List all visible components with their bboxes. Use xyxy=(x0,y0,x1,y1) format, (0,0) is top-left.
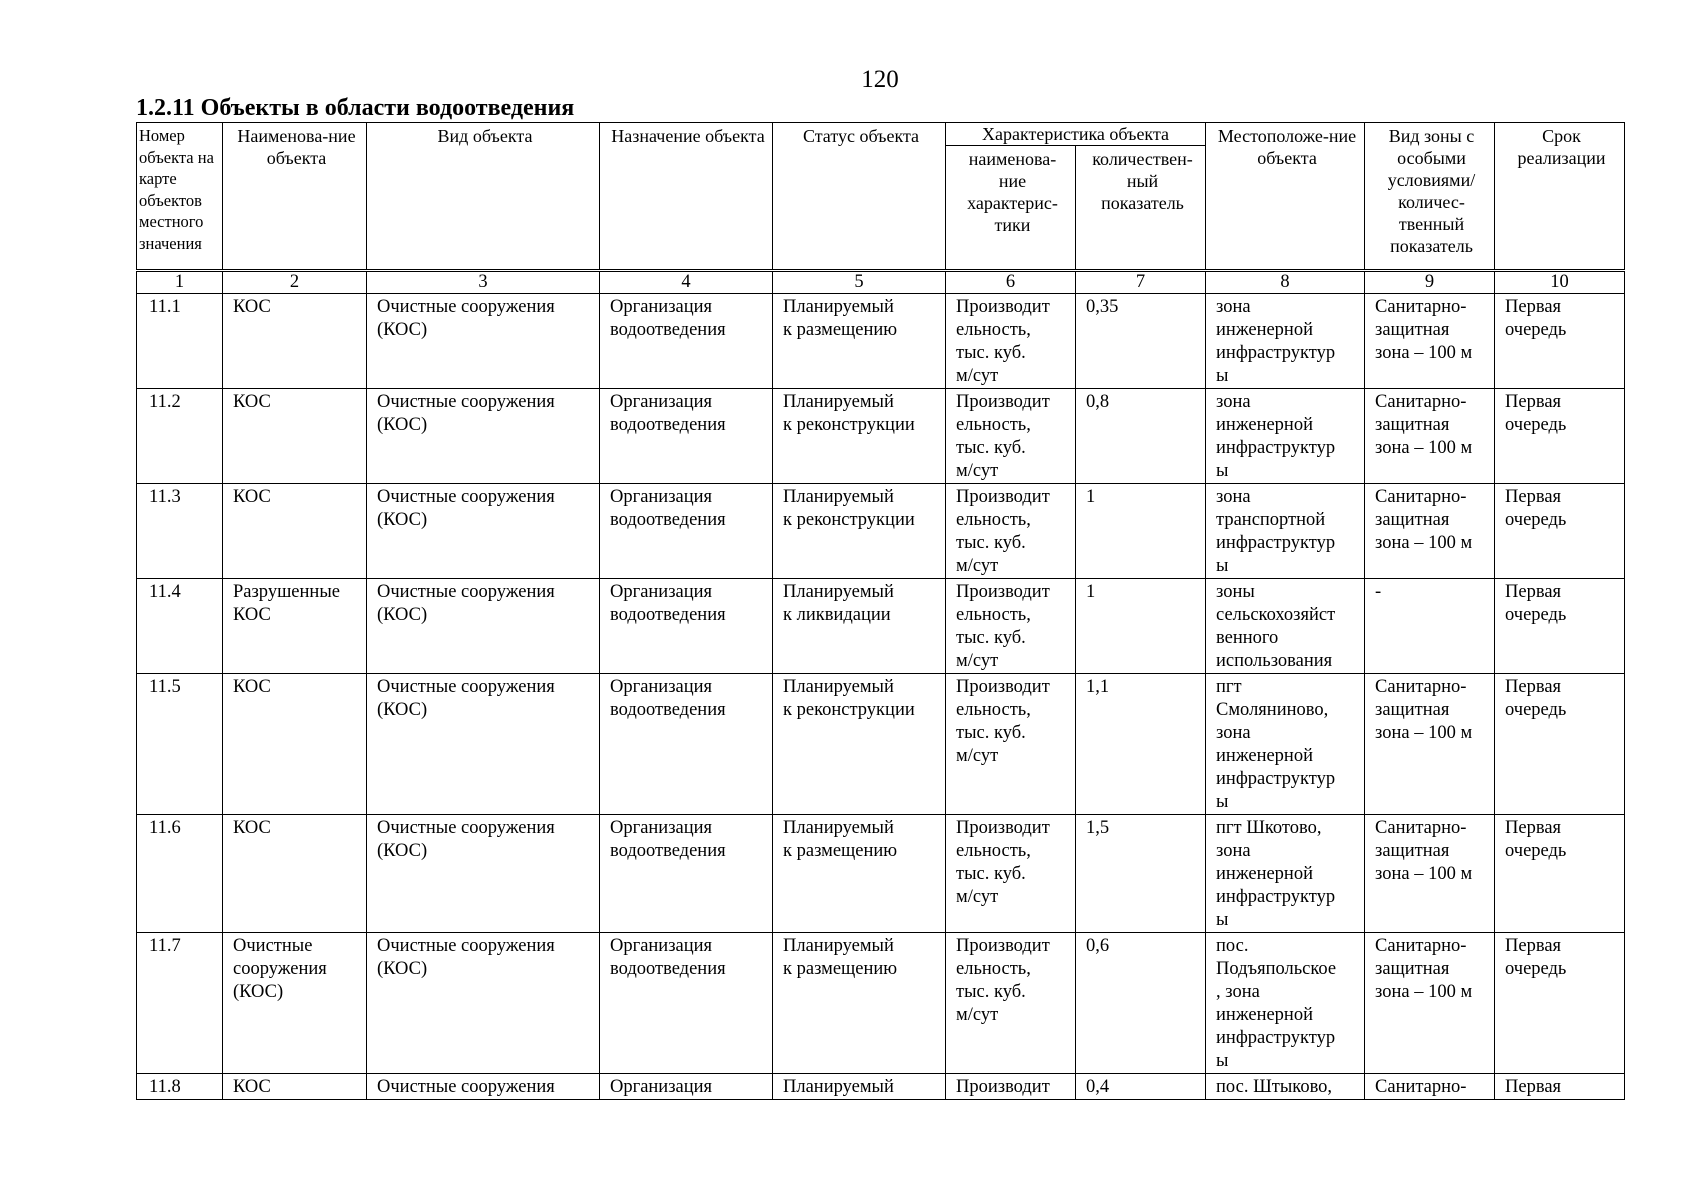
cell-object-type: Очистные сооружения (КОС) xyxy=(367,933,600,1074)
column-number: 10 xyxy=(1495,271,1625,294)
cell-object-location: пгт Шкотово, зона инженерной инфраструктур ы xyxy=(1206,815,1365,933)
cell-object-status: Планируемый к реконструкции xyxy=(773,674,946,815)
cell-characteristic-value: 1,1 xyxy=(1076,674,1206,815)
column-number: 8 xyxy=(1206,271,1365,294)
header-object-location: Местоположе-ние объекта xyxy=(1206,123,1365,271)
cell-special-zone: Санитарно- защитная зона – 100 м xyxy=(1365,484,1495,579)
cell-object-purpose: Организация водоотведения xyxy=(600,484,773,579)
cell-characteristic-name: Производит ельность, тыс. куб. м/сут xyxy=(946,579,1076,674)
cell-object-type: Очистные сооружения (КОС) xyxy=(367,674,600,815)
header-object-number: Номер объекта на карте объектов местного значения xyxy=(137,123,223,271)
cell-object-type: Очистные сооружения (КОС) xyxy=(367,294,600,389)
cell-special-zone: - xyxy=(1365,579,1495,674)
cell-object-status: Планируемый xyxy=(773,1074,946,1100)
cell-object-type: Очистные сооружения (КОС) xyxy=(367,579,600,674)
header-characteristic-name: наименова-ние характерис-тики xyxy=(946,146,1076,271)
cell-special-zone: Санитарно- xyxy=(1365,1074,1495,1100)
cell-object-status: Планируемый к реконструкции xyxy=(773,484,946,579)
cell-object-location: зона инженерной инфраструктур ы xyxy=(1206,389,1365,484)
cell-object-location: зона инженерной инфраструктур ы xyxy=(1206,294,1365,389)
column-number: 5 xyxy=(773,271,946,294)
column-number: 9 xyxy=(1365,271,1495,294)
table-row xyxy=(137,484,1625,579)
cell-object-number: 11.1 xyxy=(137,294,223,389)
cell-characteristic-value: 1,5 xyxy=(1076,815,1206,933)
cell-implementation-term: Первая очередь xyxy=(1495,674,1625,815)
cell-object-number: 11.5 xyxy=(137,674,223,815)
page-number: 120 xyxy=(861,66,899,93)
cell-implementation-term: Первая xyxy=(1495,1074,1625,1100)
table-row xyxy=(137,294,1625,389)
cell-special-zone: Санитарно- защитная зона – 100 м xyxy=(1365,294,1495,389)
cell-object-type: Очистные сооружения (КОС) xyxy=(367,815,600,933)
cell-object-purpose: Организация водоотведения xyxy=(600,579,773,674)
column-number: 4 xyxy=(600,271,773,294)
header-object-name: Наименова-ние объекта xyxy=(223,123,367,271)
cell-special-zone: Санитарно- защитная зона – 100 м xyxy=(1365,674,1495,815)
cell-special-zone: Санитарно- защитная зона – 100 м xyxy=(1365,389,1495,484)
header-object-type: Вид объекта xyxy=(367,123,600,271)
table-row xyxy=(137,674,1625,815)
cell-object-status: Планируемый к реконструкции xyxy=(773,389,946,484)
cell-object-location: пос. Подъяпольское , зона инженерной инфраструктур ы xyxy=(1206,933,1365,1074)
header-characteristic-value: количествен-ный показатель xyxy=(1076,146,1206,271)
cell-implementation-term: Первая очередь xyxy=(1495,389,1625,484)
cell-special-zone: Санитарно- защитная зона – 100 м xyxy=(1365,815,1495,933)
cell-object-name: КОС xyxy=(223,815,367,933)
cell-characteristic-name: Производит ельность, тыс. куб. м/сут xyxy=(946,294,1076,389)
cell-object-name: КОС xyxy=(223,674,367,815)
cell-object-name: КОС xyxy=(223,389,367,484)
column-number-row xyxy=(137,271,1625,294)
cell-object-status: Планируемый к размещению xyxy=(773,933,946,1074)
column-number: 7 xyxy=(1076,271,1206,294)
column-number: 1 xyxy=(137,271,223,294)
cell-object-number: 11.4 xyxy=(137,579,223,674)
table-row xyxy=(137,579,1625,674)
cell-object-purpose: Организация водоотведения xyxy=(600,674,773,815)
table-row xyxy=(137,815,1625,933)
cell-object-number: 11.7 xyxy=(137,933,223,1074)
section-title: 1.2.11 Объекты в области водоотведения xyxy=(136,95,575,121)
cell-object-name: КОС xyxy=(223,484,367,579)
cell-object-name: Очистные сооружения (КОС) xyxy=(223,933,367,1074)
header-object-status: Статус объекта xyxy=(773,123,946,271)
table-row xyxy=(137,389,1625,484)
cell-object-location: зона транспортной инфраструктур ы xyxy=(1206,484,1365,579)
cell-characteristic-name: Производит ельность, тыс. куб. м/сут xyxy=(946,674,1076,815)
cell-object-name: КОС xyxy=(223,294,367,389)
cell-object-purpose: Организация xyxy=(600,1074,773,1100)
table-row xyxy=(137,933,1625,1074)
cell-object-purpose: Организация водоотведения xyxy=(600,294,773,389)
cell-characteristic-value: 0,8 xyxy=(1076,389,1206,484)
header-special-zone: Вид зоны с особыми условиями/ количес-твенный показатель xyxy=(1365,123,1495,271)
cell-object-number: 11.2 xyxy=(137,389,223,484)
cell-object-number: 11.6 xyxy=(137,815,223,933)
header-object-characteristics: Характеристика объекта xyxy=(946,123,1206,146)
cell-object-type: Очистные сооружения (КОС) xyxy=(367,389,600,484)
cell-characteristic-name: Производит ельность, тыс. куб. м/сут xyxy=(946,389,1076,484)
cell-object-location: пос. Штыково, xyxy=(1206,1074,1365,1100)
cell-characteristic-name: Производит ельность, тыс. куб. м/сут xyxy=(946,484,1076,579)
cell-object-location: пгт Смоляниново, зона инженерной инфраструктур ы xyxy=(1206,674,1365,815)
cell-object-name: КОС xyxy=(223,1074,367,1100)
header-implementation-term: Срок реализации xyxy=(1495,123,1625,271)
cell-object-name: Разрушенные КОС xyxy=(223,579,367,674)
column-number: 2 xyxy=(223,271,367,294)
cell-characteristic-name: Производит ельность, тыс. куб. м/сут xyxy=(946,815,1076,933)
cell-characteristic-value: 1 xyxy=(1076,484,1206,579)
cell-characteristic-name: Производит xyxy=(946,1074,1076,1100)
cell-object-number: 11.8 xyxy=(137,1074,223,1100)
cell-object-purpose: Организация водоотведения xyxy=(600,815,773,933)
cell-object-location: зоны сельскохозяйст венного использования xyxy=(1206,579,1365,674)
cell-implementation-term: Первая очередь xyxy=(1495,484,1625,579)
cell-object-status: Планируемый к размещению xyxy=(773,815,946,933)
table-body xyxy=(137,294,1625,1100)
column-number: 6 xyxy=(946,271,1076,294)
cell-object-type: Очистные сооружения (КОС) xyxy=(367,484,600,579)
objects-table xyxy=(136,122,1625,1100)
cell-implementation-term: Первая очередь xyxy=(1495,815,1625,933)
cell-object-status: Планируемый к размещению xyxy=(773,294,946,389)
cell-object-status: Планируемый к ликвидации xyxy=(773,579,946,674)
cell-characteristic-value: 1 xyxy=(1076,579,1206,674)
table-row xyxy=(137,1074,1625,1100)
header-object-purpose: Назначение объекта xyxy=(600,123,773,271)
column-number: 3 xyxy=(367,271,600,294)
cell-characteristic-value: 0,6 xyxy=(1076,933,1206,1074)
cell-characteristic-value: 0,4 xyxy=(1076,1074,1206,1100)
cell-object-purpose: Организация водоотведения xyxy=(600,933,773,1074)
cell-characteristic-name: Производит ельность, тыс. куб. м/сут xyxy=(946,933,1076,1074)
cell-special-zone: Санитарно- защитная зона – 100 м xyxy=(1365,933,1495,1074)
cell-characteristic-value: 0,35 xyxy=(1076,294,1206,389)
cell-object-type: Очистные сооружения xyxy=(367,1074,600,1100)
cell-object-purpose: Организация водоотведения xyxy=(600,389,773,484)
cell-implementation-term: Первая очередь xyxy=(1495,579,1625,674)
cell-object-number: 11.3 xyxy=(137,484,223,579)
cell-implementation-term: Первая очередь xyxy=(1495,933,1625,1074)
cell-implementation-term: Первая очередь xyxy=(1495,294,1625,389)
